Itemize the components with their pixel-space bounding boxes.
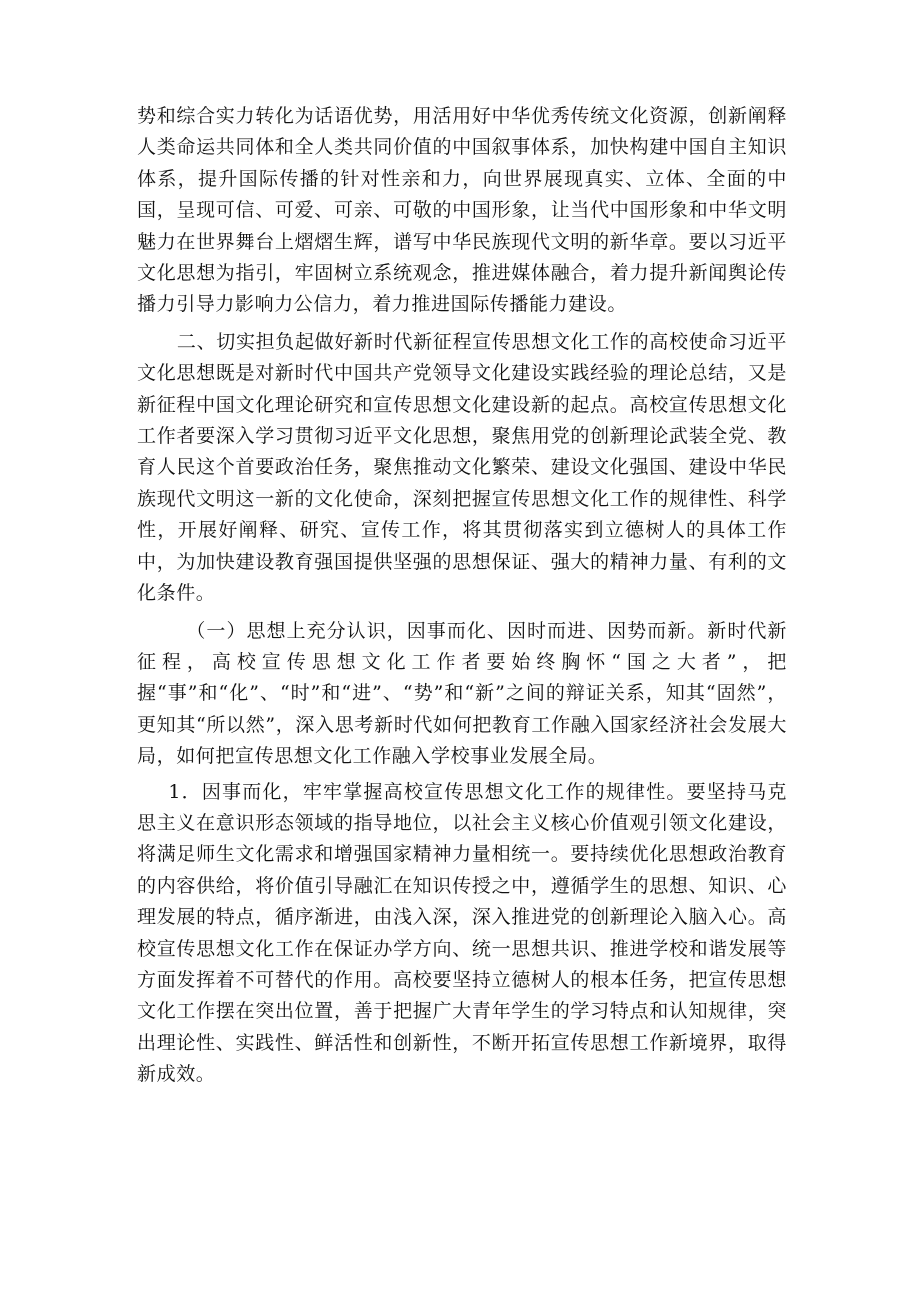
paragraph-point-one: 1．因事而化，牢牢掌握高校宣传思想文化工作的规律性。要坚持马克思主义在意识形态领域的指导地位，以社会主义核心价值观引领文化建设，将满足师生文化需求和增强国家精神力量相统一。要持续优化思想政治教育的内容供给，将价值引导融汇在知识传授之中，遵循学生的思想、知识、心理发展的特点，循序渐进，由浅入深，深入推进党的创新理论入脑入心。高校宣传思想文化工作在保证办学方向、统一思想共识、推进学校和谐发展等方面发挥着不可替代的作用。高校要坚持立德树人的根本任务，把宣传思想文化工作摆在突出位置，善于把握广大青年学生的学习特点和认知规律，突出理论性、实践性、鲜活性和创新性，不断开拓宣传思想工作新境界，取得新成效。 [137,780,787,1086]
paragraph-continuation: 势和综合实力转化为话语优势，用活用好中华优秀传统文化资源，创新阐释人类命运共同体和全人类共同价值的中国叙事体系，加快构建中国自主知识体系，提升国际传播的针对性亲和力，向世界展现真实、立体、全面的中国，呈现可信、可爱、可亲、可敬的中国形象，让当代中国形象和中华文明魅力在世界舞台上熠熠生辉，谱写中华民族现代文明的新华章。要以习近平文化思想为指引，牢固树立系统观念，推进媒体融合，着力提升新闻舆论传播力引导力影响力公信力，着力推进国际传播能力建设。 [137,105,787,316]
document-body [137,101,787,1091]
paragraph-section-two: 二、切实担负起做好新时代新征程宣传思想文化工作的高校使命习近平文化思想既是对新时代中国共产党领导文化建设实践经验的理论总结，又是新征程中国文化理论研究和宣传思想文化建设新的起点。高校宣传思想文化工作者要深入学习贯彻习近平文化思想，聚焦用党的创新理论武装全党、教育人民这个首要政治任务，聚焦推动文化繁荣、建设文化强国、建设中华民族现代文明这一新的文化使命，深刻把握宣传思想文化工作的规律性、科学性，开展好阐释、研究、宣传工作，将其贯彻落实到立德树人的具体工作中，为加快建设教育强国提供坚强的思想保证、强大的精神力量、有利的文化条件。 [137,330,787,605]
paragraph-subsection-one: （一）思想上充分认识，因事而化、因时而进、因势而新。新时代新征程，高校宣传思想文化工作者要始终胸怀“国之大者”，把握“事”和“化”、“时”和“进”、“势”和“新”之间的辩证关系，知其“固然”，更知其“所以然”，深入思考新时代如何把教育工作融入国家经济社会发展大局，如何把宣传思想文化工作融入学校事业发展全局。 [137,619,787,768]
